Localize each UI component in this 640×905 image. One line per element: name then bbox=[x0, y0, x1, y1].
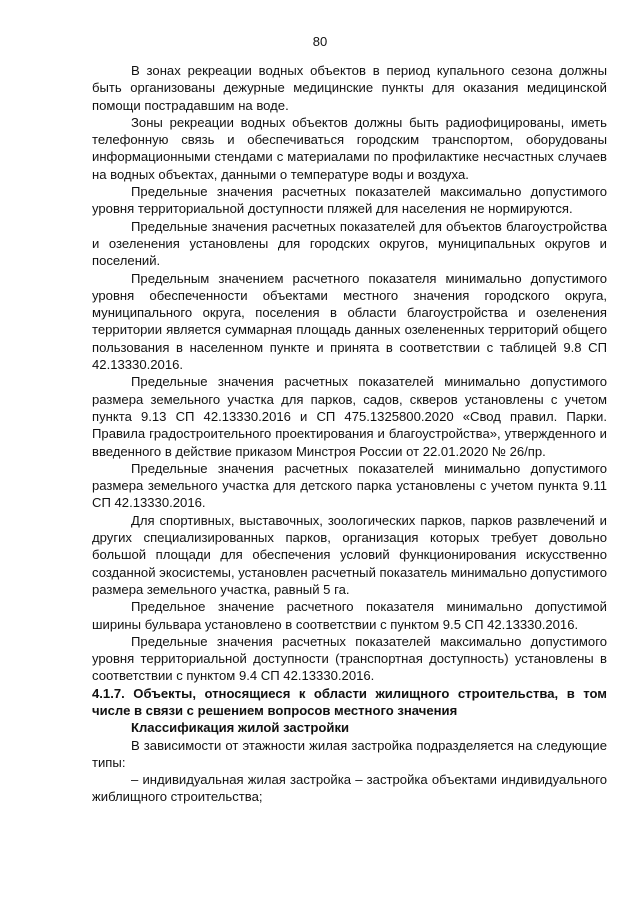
subsection-heading: Классификация жилой застройки bbox=[131, 720, 350, 736]
paragraph: Предельные значения расчетных показателей максимально допустимого уровня территориальной доступности (транспортная доступность) установлены в соответствии с пунктом 9.4 СП 42.13330.2016. bbox=[92, 633, 607, 684]
paragraph: Зоны рекреации водных объектов должны быть радиофицированы, иметь телефонную связь и обеспечиваться городским транспортом, оборудованы информационными стендами с материалами по профилактике несчастных случаев на водных объектах, данными о температуре воды и воздуха. bbox=[92, 114, 607, 182]
paragraph: Предельное значение расчетного показателя минимально допустимой ширины бульвара установлено в соответствии с пунктом 9.5 СП 42.13330.2016. bbox=[92, 599, 607, 632]
paragraph: Предельным значением расчетного показателя минимально допустимого уровня обеспеченности объектами местного значения городского округа, муниципального округа, поселения в области благоустройства и озеленения территории является суммарная площадь данных озелененных территорий общего пользования в населенном пункте и принята в соответствии с таблицей 9.8 СП 42.13330.2016. bbox=[92, 270, 607, 373]
paragraph: В зависимости от этажности жилая застройка подразделяется на следующие типы: bbox=[92, 737, 607, 770]
page-number: 80 bbox=[312, 34, 328, 49]
paragraph: Предельные значения расчетных показателей максимально допустимого уровня территориальной доступности пляжей для населения не нормируются. bbox=[92, 184, 607, 217]
paragraph: В зонах рекреации водных объектов в период купального сезона должны быть организованы дежурные медицинские пункты для оказания медицинской помощи пострадавшим на воде. bbox=[92, 63, 607, 113]
paragraph: Предельные значения расчетных показателей минимально допустимого размера земельного участка для парков, садов, скверов установлены с учетом пункта 9.13 СП 42.13330.2016 и СП 475.1325800.2020 «Свод правил. Парки. Правила градостроительного проектирования и благоустройства», утвержденного и введенного в действие приказом Минстроя России от 22.01.2020 № 26/пр. bbox=[92, 374, 607, 459]
page-body bbox=[92, 62, 607, 806]
paragraph: Предельные значения расчетных показателей для объектов благоустройства и озеленения установлены для городских округов, муниципальных округов и поселений. bbox=[92, 218, 607, 269]
paragraph: Для спортивных, выставочных, зоологических парков, парков развлечений и других специализированных парков, организация которых требует довольно большой площади для обеспечения условий функционирования искусственно созданной экосистемы, установлен расчетный показатель минимально допустимого размера земельного участка, равный 5 га. bbox=[92, 512, 607, 597]
paragraph: Предельные значения расчетных показателей минимально допустимого размера земельного участка для детского парка установлены с учетом пункта 9.11 СП 42.13330.2016. bbox=[92, 460, 607, 511]
list-item: – индивидуальная жилая застройка – застройка объектами индивидуального жиблищного строительства; bbox=[92, 772, 607, 805]
section-heading: 4.1.7. Объекты, относящиеся к области жилищного строительства, в том числе в связи с решением вопросов местного значения bbox=[92, 685, 607, 718]
